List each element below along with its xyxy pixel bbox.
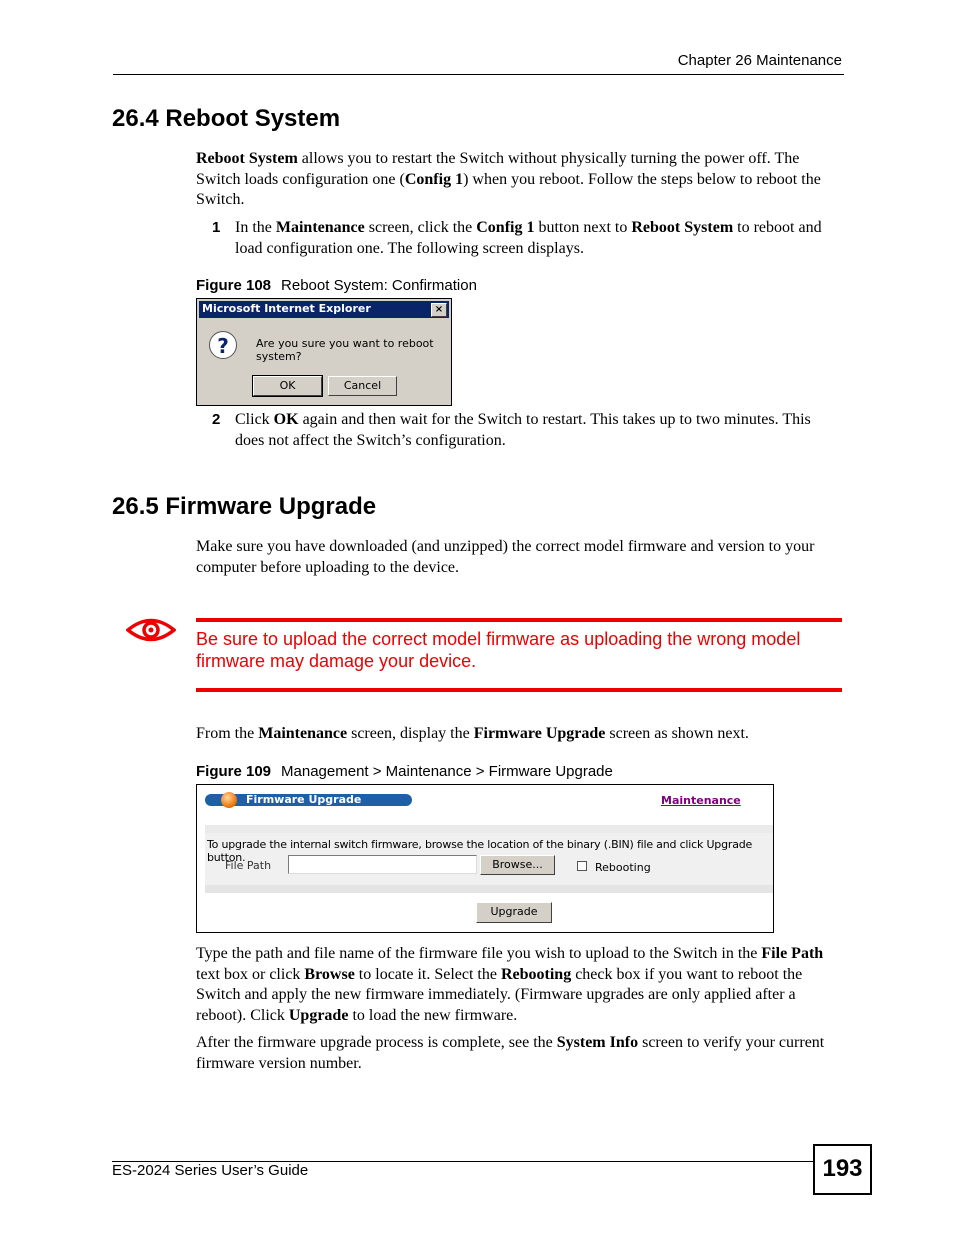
reboot-step-1 <box>212 218 842 259</box>
figure-title: Reboot System: Confirmation <box>281 277 477 294</box>
figure-109-caption <box>196 763 613 780</box>
panel-strip <box>205 885 773 893</box>
warning-bottom-rule <box>196 688 842 692</box>
figure-label: Figure 109 <box>196 763 272 780</box>
rebooting-label: Rebooting <box>595 861 651 874</box>
dialog-title-bar <box>199 301 449 318</box>
footer-guide-title: ES-2024 Series User’s Guide <box>112 1162 309 1179</box>
page-number: 193 <box>813 1144 872 1195</box>
file-path-label: File Path <box>225 859 272 872</box>
step-number: 2 <box>212 411 221 428</box>
step-text: Click OK again and then wait for the Switch to restart. This takes up to two minutes. This does not affect the Switch’s configuration. <box>235 411 811 449</box>
figure-108-caption <box>196 277 477 294</box>
running-header: Chapter 26 Maintenance <box>677 52 842 69</box>
firmware-para-4: After the firmware upgrade process is complete, see the System Info screen to verify your current firmware version number. <box>196 1034 825 1072</box>
section-heading-firmware: 26.5 Firmware Upgrade <box>112 493 377 520</box>
figure-title: Management > Maintenance > Firmware Upgrade <box>281 763 613 780</box>
warning-top-rule <box>196 618 842 622</box>
upgrade-button[interactable]: Upgrade <box>476 902 552 923</box>
warning-text: Be sure to upload the correct model firmware as uploading the wrong model firmware may damage your device. <box>196 629 801 671</box>
step-number: 1 <box>212 219 221 236</box>
step-text: In the Maintenance screen, click the Config 1 button next to Reboot System to reboot and load configuration one. The following screen displays. <box>235 219 822 257</box>
browse-button[interactable]: Browse... <box>480 855 555 875</box>
rebooting-checkbox[interactable] <box>577 861 587 871</box>
dialog-title: Microsoft Internet Explorer <box>202 302 371 315</box>
warning-eye-icon <box>126 615 176 645</box>
firmware-para-3: Type the path and file name of the firmware file you wish to upload to the Switch in the File Path text box or click Browse to locate it. Select the Rebooting check box if you want to reboot the Switch and apply the new firmware immediately. (Firmware upgrades are only applied after a reboot). Click Upgrade to load the new firmware. <box>196 945 824 1024</box>
firmware-intro-paragraph: Make sure you have downloaded (and unzipped) the correct model firmware and version to your computer before uploading to the device. <box>196 538 815 576</box>
firmware-upgrade-panel <box>196 784 774 933</box>
section-heading-reboot: 26.4 Reboot System <box>112 105 341 132</box>
reboot-step-2 <box>212 410 842 451</box>
figure-label: Figure 108 <box>196 277 272 294</box>
question-icon: ? <box>209 331 237 359</box>
firmware-para-2: From the Maintenance screen, display the Firmware Upgrade screen as shown next. <box>196 725 749 742</box>
maintenance-link[interactable]: Maintenance <box>661 794 741 807</box>
cancel-button[interactable]: Cancel <box>328 376 397 396</box>
header-rule <box>113 74 844 75</box>
reboot-intro-paragraph: Reboot System allows you to restart the Switch without physically turning the power off. The Switch loads configuration one (Config 1) when you reboot. Follow the steps below to reboot the Switch. <box>196 150 821 208</box>
file-path-input[interactable] <box>288 855 477 874</box>
panel-title: Firmware Upgrade <box>246 793 362 806</box>
confirm-dialog <box>196 298 452 406</box>
orange-ball-icon <box>221 792 237 808</box>
panel-description: To upgrade the internal switch firmware, browse the location of the binary (.BIN) file and click Upgrade button. <box>207 838 753 864</box>
close-icon[interactable]: × <box>431 303 447 317</box>
ok-button[interactable]: OK <box>253 376 322 396</box>
panel-strip <box>205 825 773 833</box>
dialog-message: Are you sure you want to reboot system? <box>256 337 434 363</box>
